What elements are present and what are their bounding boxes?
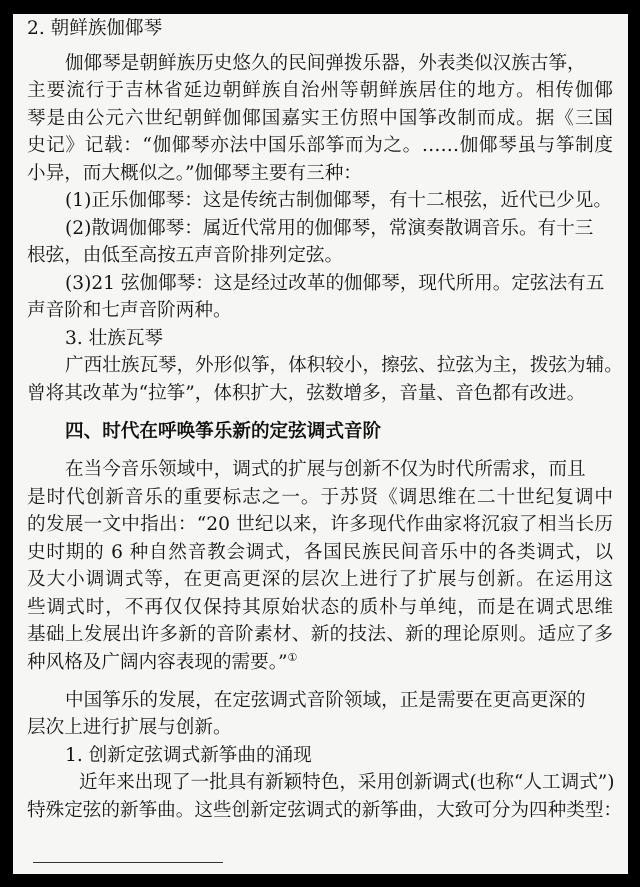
body-line bbox=[27, 650, 297, 676]
body-line: 特殊定弦的新筝曲。这些创新定弦调式的新筝曲，大致可分为四种类型： bbox=[27, 800, 623, 821]
body-line: 广西壮族瓦琴，外形似筝，体积较小，擦弦、拉弦为主，拨弦为辅。 bbox=[65, 355, 623, 376]
body-line: 在当今音乐领域中，调式的扩展与创新不仅为时代所需求，而且 bbox=[65, 459, 586, 480]
body-line: 小异，而大概似之。”伽倻琴主要有三种： bbox=[27, 163, 362, 184]
body-line: 的发展一文中指出：“20 世纪以来，许多现代作曲家将沉寂了相当长历 bbox=[27, 514, 613, 535]
list-item-3: (3)21 弦伽倻琴：这是经过改革的伽倻琴，现代所用。定弦法有五 bbox=[65, 273, 605, 294]
body-line: 些调式时，不再仅仅保持其原始状态的质朴与单纯，而是在调式思维 bbox=[27, 597, 613, 618]
body-line: 琴是由公元六世纪朝鲜伽倻国嘉实王仿照中国筝改制而成。据《三国 bbox=[27, 108, 613, 129]
subheading-new-tunings: 1. 创新定弦调式新筝曲的涌现 bbox=[65, 745, 312, 766]
body-line: 史记》记载：“伽倻琴亦法中国乐部筝而为之。……伽倻琴虽与筝制度 bbox=[27, 135, 613, 156]
footnote-marker: ① bbox=[287, 650, 298, 664]
quote-end-text: 种风格及广阔内容表现的需要。” bbox=[27, 652, 288, 673]
body-line: 声音阶和七声音阶两种。 bbox=[27, 300, 232, 321]
body-line: 基础上发展出许多新的音阶素材、新的技法、新的理论原则。适应了多 bbox=[27, 624, 613, 645]
subheading-zhuang-wa-qin: 3. 壮族瓦琴 bbox=[65, 328, 164, 349]
footnote-divider bbox=[33, 862, 223, 863]
body-line: 近年来出现了一批具有新颖特色，采用创新调式(也称“人工调式”) bbox=[79, 772, 615, 793]
subheading-korean-gayageum: 2. 朝鲜族伽倻琴 bbox=[27, 18, 163, 39]
book-page bbox=[13, 14, 628, 874]
body-line: 是时代创新音乐的重要标志之一。于苏贤《调思维在二十世纪复调中 bbox=[27, 487, 613, 508]
body-line: 中国筝乐的发展，在定弦调式音阶领域，正是需要在更高更深的 bbox=[65, 690, 586, 711]
list-item-1: (1)正乐伽倻琴：这是传统古制伽倻琴，有十二根弦，近代已少见。 bbox=[65, 190, 612, 211]
body-line: 史时期的 6 种自然音教会调式，各国民族民间音乐中的各类调式，以 bbox=[27, 542, 613, 563]
body-line: 层次上进行扩展与创新。 bbox=[27, 717, 232, 738]
body-line: 根弦，由低至高按五声音阶排列定弦。 bbox=[27, 245, 344, 266]
body-line: 及大小调调式等，在更高更深的层次上进行了扩展与创新。在运用这 bbox=[27, 569, 613, 590]
list-item-2: (2)散调伽倻琴：属近代常用的伽倻琴，常演奏散调音乐。有十三 bbox=[65, 218, 594, 239]
section-heading: 四、时代在呼唤筝乐新的定弦调式音阶 bbox=[65, 421, 382, 442]
body-line: 曾将其改革为“拉筝”，体积扩大，弦数增多，音量、音色都有改进。 bbox=[27, 383, 586, 404]
body-line: 主要流行于吉林省延边朝鲜族自治州等朝鲜族居住的地方。相传伽倻 bbox=[27, 80, 613, 101]
body-line: 伽倻琴是朝鲜族历史悠久的民间弹拨乐器，外表类似汉族古筝， bbox=[65, 53, 586, 74]
